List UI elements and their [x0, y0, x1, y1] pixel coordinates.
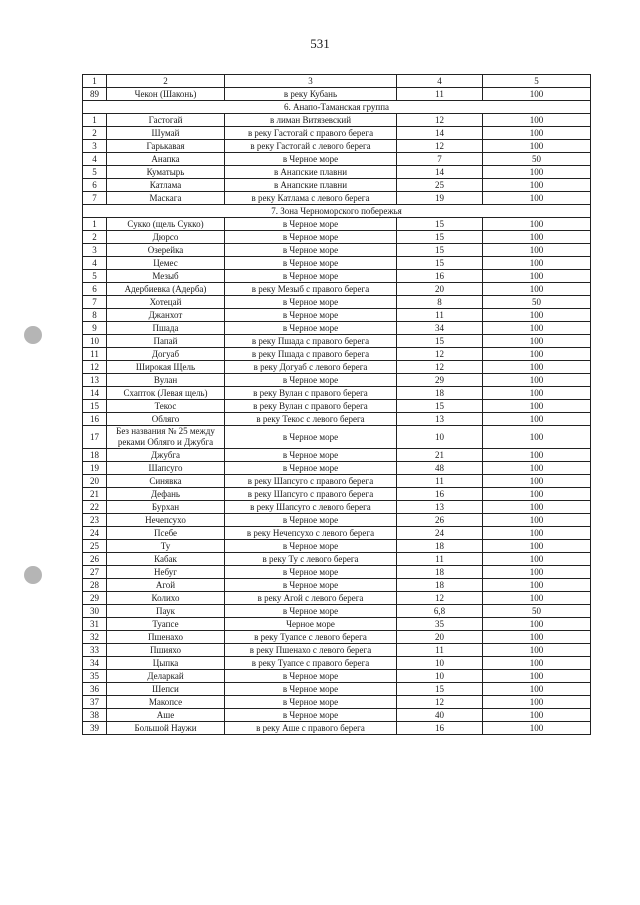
row-number-cell: 6 [83, 283, 107, 296]
river-name-cell: Вулан [107, 374, 225, 387]
river-name-cell: Гастогай [107, 114, 225, 127]
length-cell: 18 [397, 540, 483, 553]
row-number-cell: 27 [83, 566, 107, 579]
mouth-cell: в реку Пшенахо с левого берега [225, 644, 397, 657]
table-row [83, 449, 591, 462]
mouth-cell: в Черное море [225, 670, 397, 683]
length-cell: 12 [397, 140, 483, 153]
river-name-cell: Джубга [107, 449, 225, 462]
row-number-cell: 26 [83, 553, 107, 566]
river-name-cell: Небуг [107, 566, 225, 579]
protection-width-cell: 100 [483, 140, 591, 153]
mouth-cell: в Черное море [225, 566, 397, 579]
mouth-cell: в Черное море [225, 153, 397, 166]
row-number-cell: 1 [83, 218, 107, 231]
mouth-cell: в реку Вулан с правого берега [225, 400, 397, 413]
table-row [83, 566, 591, 579]
length-cell: 15 [397, 400, 483, 413]
table-row [83, 527, 591, 540]
table-row [83, 257, 591, 270]
mouth-cell: в реку Агой с левого берега [225, 592, 397, 605]
river-name-cell: Пшада [107, 322, 225, 335]
table-row [83, 413, 591, 426]
header-cell-mouth: 3 [225, 75, 397, 88]
length-cell: 16 [397, 488, 483, 501]
protection-width-cell: 100 [483, 192, 591, 205]
header-cell-length: 4 [397, 75, 483, 88]
table-row [83, 114, 591, 127]
length-cell: 25 [397, 179, 483, 192]
row-number-cell: 38 [83, 709, 107, 722]
table-row [83, 722, 591, 735]
row-number-cell: 32 [83, 631, 107, 644]
length-cell: 11 [397, 553, 483, 566]
length-cell: 6,8 [397, 605, 483, 618]
protection-width-cell: 50 [483, 153, 591, 166]
length-cell: 10 [397, 670, 483, 683]
rivers-table-body [83, 75, 591, 735]
length-cell: 10 [397, 657, 483, 670]
mouth-cell: в реку Шапсуго с правого берега [225, 488, 397, 501]
river-name-cell: Псебе [107, 527, 225, 540]
protection-width-cell: 100 [483, 670, 591, 683]
section-title: 7. Зона Черноморского побережья [83, 205, 591, 218]
length-cell: 40 [397, 709, 483, 722]
table-row [83, 540, 591, 553]
table-row [83, 244, 591, 257]
length-cell: 12 [397, 696, 483, 709]
river-name-cell: Гарькавая [107, 140, 225, 153]
table-row [83, 283, 591, 296]
river-name-cell: Ту [107, 540, 225, 553]
length-cell: 18 [397, 579, 483, 592]
river-name-cell: Дюрсо [107, 231, 225, 244]
table-row [83, 218, 591, 231]
river-name-cell: Озерейка [107, 244, 225, 257]
table-row [83, 400, 591, 413]
row-number-cell: 2 [83, 231, 107, 244]
protection-width-cell: 100 [483, 657, 591, 670]
length-cell: 20 [397, 283, 483, 296]
row-number-cell: 36 [83, 683, 107, 696]
table-row [83, 657, 591, 670]
length-cell: 15 [397, 257, 483, 270]
row-number-cell: 29 [83, 592, 107, 605]
protection-width-cell: 100 [483, 579, 591, 592]
row-number-cell: 35 [83, 670, 107, 683]
length-cell: 20 [397, 631, 483, 644]
mouth-cell: в реку Туапсе с правого берега [225, 657, 397, 670]
row-number-cell: 3 [83, 244, 107, 257]
mouth-cell: в реку Аше с правого берега [225, 722, 397, 735]
protection-width-cell: 100 [483, 553, 591, 566]
row-number-cell: 11 [83, 348, 107, 361]
table-row [83, 374, 591, 387]
punch-hole-bottom [24, 566, 42, 584]
row-number-cell: 12 [83, 361, 107, 374]
table-row [83, 553, 591, 566]
table-row [83, 309, 591, 322]
table-row [83, 296, 591, 309]
length-cell: 16 [397, 270, 483, 283]
header-cell-name: 2 [107, 75, 225, 88]
river-name-cell: Обляго [107, 413, 225, 426]
protection-width-cell: 100 [483, 592, 591, 605]
protection-width-cell: 100 [483, 335, 591, 348]
row-number-cell: 7 [83, 192, 107, 205]
section-row [83, 205, 591, 218]
section-row [83, 101, 591, 114]
table-row [83, 462, 591, 475]
mouth-cell: в Черное море [225, 540, 397, 553]
mouth-cell: в реку Шапсуго с правого берега [225, 475, 397, 488]
length-cell: 10 [397, 426, 483, 449]
protection-width-cell: 100 [483, 244, 591, 257]
protection-width-cell: 100 [483, 631, 591, 644]
mouth-cell: в реку Мезыб с правого берега [225, 283, 397, 296]
river-name-cell: Папай [107, 335, 225, 348]
row-number-cell: 20 [83, 475, 107, 488]
row-number-cell: 16 [83, 413, 107, 426]
page-number: 531 [310, 36, 330, 51]
river-name-cell: Цыпка [107, 657, 225, 670]
river-name-cell: Нечепсухо [107, 514, 225, 527]
river-name-cell: Агой [107, 579, 225, 592]
river-name-cell: Цемес [107, 257, 225, 270]
row-number-cell: 34 [83, 657, 107, 670]
river-name-cell: Широкая Щель [107, 361, 225, 374]
punch-hole-top [24, 326, 42, 344]
rivers-table [82, 74, 591, 735]
river-name-cell: Деларкай [107, 670, 225, 683]
river-name-cell: Без названия № 25 между реками Обляго и Джубга [107, 426, 225, 449]
protection-width-cell: 100 [483, 488, 591, 501]
table-row [83, 644, 591, 657]
protection-width-cell: 100 [483, 566, 591, 579]
table-row [83, 618, 591, 631]
length-cell: 24 [397, 527, 483, 540]
mouth-cell: в Черное море [225, 605, 397, 618]
row-number-cell: 10 [83, 335, 107, 348]
table-row [83, 631, 591, 644]
mouth-cell: Черное море [225, 618, 397, 631]
length-cell: 12 [397, 361, 483, 374]
mouth-cell: в Черное море [225, 709, 397, 722]
river-name-cell: Дефань [107, 488, 225, 501]
river-name-cell: Синявка [107, 475, 225, 488]
protection-width-cell: 100 [483, 462, 591, 475]
river-name-cell: Схапток (Левая щель) [107, 387, 225, 400]
mouth-cell: в Черное море [225, 257, 397, 270]
row-number-cell: 5 [83, 270, 107, 283]
river-name-cell: Джанхот [107, 309, 225, 322]
header-cell-number: 1 [83, 75, 107, 88]
protection-width-cell: 100 [483, 413, 591, 426]
length-cell: 7 [397, 153, 483, 166]
river-name-cell: Догуаб [107, 348, 225, 361]
row-number-cell: 30 [83, 605, 107, 618]
protection-width-cell: 50 [483, 605, 591, 618]
row-number-cell: 19 [83, 462, 107, 475]
table-row [83, 192, 591, 205]
mouth-cell: в Черное море [225, 231, 397, 244]
river-name-cell: Мезыб [107, 270, 225, 283]
protection-width-cell: 100 [483, 218, 591, 231]
mouth-cell: в Черное море [225, 426, 397, 449]
length-cell: 11 [397, 644, 483, 657]
row-number-cell: 17 [83, 426, 107, 449]
mouth-cell: в реку Вулан с правого берега [225, 387, 397, 400]
row-number-cell: 4 [83, 257, 107, 270]
protection-width-cell: 100 [483, 400, 591, 413]
river-name-cell: Пшияхо [107, 644, 225, 657]
length-cell: 48 [397, 462, 483, 475]
river-name-cell: Паук [107, 605, 225, 618]
mouth-cell: в реку Догуаб с левого берега [225, 361, 397, 374]
length-cell: 14 [397, 127, 483, 140]
protection-width-cell: 100 [483, 540, 591, 553]
table-row [83, 361, 591, 374]
river-name-cell: Сукко (щель Сукко) [107, 218, 225, 231]
mouth-cell: в реку Шапсуго с левого берега [225, 501, 397, 514]
protection-width-cell: 100 [483, 166, 591, 179]
length-cell: 29 [397, 374, 483, 387]
river-name-cell: Маскага [107, 192, 225, 205]
mouth-cell: в реку Катлама с левого берега [225, 192, 397, 205]
protection-width-cell: 50 [483, 296, 591, 309]
table-row [83, 88, 591, 101]
protection-width-cell: 100 [483, 387, 591, 400]
protection-width-cell: 100 [483, 449, 591, 462]
length-cell: 12 [397, 592, 483, 605]
row-number-cell: 6 [83, 179, 107, 192]
row-number-cell: 3 [83, 140, 107, 153]
length-cell: 8 [397, 296, 483, 309]
mouth-cell: в Черное море [225, 322, 397, 335]
row-number-cell: 14 [83, 387, 107, 400]
row-number-cell: 31 [83, 618, 107, 631]
table-row [83, 153, 591, 166]
protection-width-cell: 100 [483, 231, 591, 244]
row-number-cell: 22 [83, 501, 107, 514]
row-number-cell: 21 [83, 488, 107, 501]
mouth-cell: в реку Ту с левого берега [225, 553, 397, 566]
mouth-cell: в Черное море [225, 449, 397, 462]
length-cell: 13 [397, 501, 483, 514]
row-number-cell: 89 [83, 88, 107, 101]
river-name-cell: Куматырь [107, 166, 225, 179]
table-row [83, 179, 591, 192]
protection-width-cell: 100 [483, 475, 591, 488]
row-number-cell: 13 [83, 374, 107, 387]
length-cell: 21 [397, 449, 483, 462]
protection-width-cell: 100 [483, 127, 591, 140]
row-number-cell: 25 [83, 540, 107, 553]
table-row [83, 475, 591, 488]
table-row [83, 501, 591, 514]
mouth-cell: в реку Пшада с правого берега [225, 335, 397, 348]
row-number-cell: 15 [83, 400, 107, 413]
river-name-cell: Туапсе [107, 618, 225, 631]
mouth-cell: в Черное море [225, 683, 397, 696]
mouth-cell: в Черное море [225, 270, 397, 283]
protection-width-cell: 100 [483, 722, 591, 735]
table-row [83, 426, 591, 449]
mouth-cell: в Черное море [225, 374, 397, 387]
protection-width-cell: 100 [483, 683, 591, 696]
table-row [83, 696, 591, 709]
table-row [83, 335, 591, 348]
row-number-cell: 2 [83, 127, 107, 140]
length-cell: 13 [397, 413, 483, 426]
length-cell: 15 [397, 244, 483, 257]
protection-width-cell: 100 [483, 644, 591, 657]
row-number-cell: 28 [83, 579, 107, 592]
table-row [83, 387, 591, 400]
protection-width-cell: 100 [483, 709, 591, 722]
length-cell: 26 [397, 514, 483, 527]
header-cell-width: 5 [483, 75, 591, 88]
mouth-cell: в реку Текос с левого берега [225, 413, 397, 426]
protection-width-cell: 100 [483, 501, 591, 514]
protection-width-cell: 100 [483, 322, 591, 335]
table-row [83, 579, 591, 592]
protection-width-cell: 100 [483, 348, 591, 361]
table-row [83, 231, 591, 244]
length-cell: 11 [397, 88, 483, 101]
river-name-cell: Колихо [107, 592, 225, 605]
protection-width-cell: 100 [483, 374, 591, 387]
header-row [83, 75, 591, 88]
row-number-cell: 39 [83, 722, 107, 735]
length-cell: 11 [397, 475, 483, 488]
protection-width-cell: 100 [483, 114, 591, 127]
mouth-cell: в Черное море [225, 244, 397, 257]
row-number-cell: 1 [83, 114, 107, 127]
row-number-cell: 8 [83, 309, 107, 322]
protection-width-cell: 100 [483, 514, 591, 527]
table-row [83, 270, 591, 283]
row-number-cell: 24 [83, 527, 107, 540]
mouth-cell: в Черное море [225, 309, 397, 322]
row-number-cell: 5 [83, 166, 107, 179]
protection-width-cell: 100 [483, 270, 591, 283]
length-cell: 11 [397, 309, 483, 322]
length-cell: 15 [397, 218, 483, 231]
length-cell: 19 [397, 192, 483, 205]
river-name-cell: Шапсуго [107, 462, 225, 475]
table-row [83, 348, 591, 361]
river-name-cell: Адербиевка (Адерба) [107, 283, 225, 296]
protection-width-cell: 100 [483, 696, 591, 709]
table-row [83, 670, 591, 683]
river-name-cell: Анапка [107, 153, 225, 166]
length-cell: 18 [397, 566, 483, 579]
length-cell: 34 [397, 322, 483, 335]
river-name-cell: Чекон (Шаконь) [107, 88, 225, 101]
protection-width-cell: 100 [483, 257, 591, 270]
length-cell: 16 [397, 722, 483, 735]
table-row [83, 592, 591, 605]
protection-width-cell: 100 [483, 426, 591, 449]
length-cell: 15 [397, 683, 483, 696]
table-row [83, 605, 591, 618]
length-cell: 12 [397, 348, 483, 361]
table-row [83, 140, 591, 153]
table-row [83, 683, 591, 696]
row-number-cell: 7 [83, 296, 107, 309]
mouth-cell: в Анапские плавни [225, 179, 397, 192]
row-number-cell: 37 [83, 696, 107, 709]
protection-width-cell: 100 [483, 179, 591, 192]
mouth-cell: в Черное море [225, 218, 397, 231]
table-row [83, 322, 591, 335]
river-name-cell: Бурхан [107, 501, 225, 514]
river-name-cell: Большой Наужи [107, 722, 225, 735]
row-number-cell: 33 [83, 644, 107, 657]
river-name-cell: Катлама [107, 179, 225, 192]
length-cell: 35 [397, 618, 483, 631]
protection-width-cell: 100 [483, 618, 591, 631]
length-cell: 12 [397, 114, 483, 127]
row-number-cell: 23 [83, 514, 107, 527]
river-name-cell: Шепси [107, 683, 225, 696]
mouth-cell: в реку Туапсе с левого берега [225, 631, 397, 644]
row-number-cell: 18 [83, 449, 107, 462]
table-row [83, 488, 591, 501]
section-title: 6. Анапо-Таманская группа [83, 101, 591, 114]
mouth-cell: в Черное море [225, 696, 397, 709]
river-name-cell: Текос [107, 400, 225, 413]
row-number-cell: 9 [83, 322, 107, 335]
mouth-cell: в реку Кубань [225, 88, 397, 101]
table-row [83, 514, 591, 527]
protection-width-cell: 100 [483, 283, 591, 296]
mouth-cell: в Черное море [225, 462, 397, 475]
river-name-cell: Макопсе [107, 696, 225, 709]
table-row [83, 127, 591, 140]
mouth-cell: в Черное море [225, 296, 397, 309]
table-row [83, 709, 591, 722]
mouth-cell: в Черное море [225, 579, 397, 592]
mouth-cell: в Анапские плавни [225, 166, 397, 179]
protection-width-cell: 100 [483, 309, 591, 322]
river-name-cell: Аше [107, 709, 225, 722]
length-cell: 18 [397, 387, 483, 400]
river-name-cell: Кабак [107, 553, 225, 566]
mouth-cell: в Черное море [225, 514, 397, 527]
length-cell: 15 [397, 231, 483, 244]
river-name-cell: Хотецай [107, 296, 225, 309]
length-cell: 14 [397, 166, 483, 179]
protection-width-cell: 100 [483, 361, 591, 374]
row-number-cell: 4 [83, 153, 107, 166]
mouth-cell: в реку Пшада с правого берега [225, 348, 397, 361]
table-row [83, 166, 591, 179]
mouth-cell: в реку Гастогай с правого берега [225, 127, 397, 140]
river-name-cell: Шумай [107, 127, 225, 140]
length-cell: 15 [397, 335, 483, 348]
mouth-cell: в реку Гастогай с левого берега [225, 140, 397, 153]
river-name-cell: Пшенахо [107, 631, 225, 644]
mouth-cell: в реку Нечепсухо с левого берега [225, 527, 397, 540]
protection-width-cell: 100 [483, 88, 591, 101]
protection-width-cell: 100 [483, 527, 591, 540]
mouth-cell: в лиман Витязевский [225, 114, 397, 127]
